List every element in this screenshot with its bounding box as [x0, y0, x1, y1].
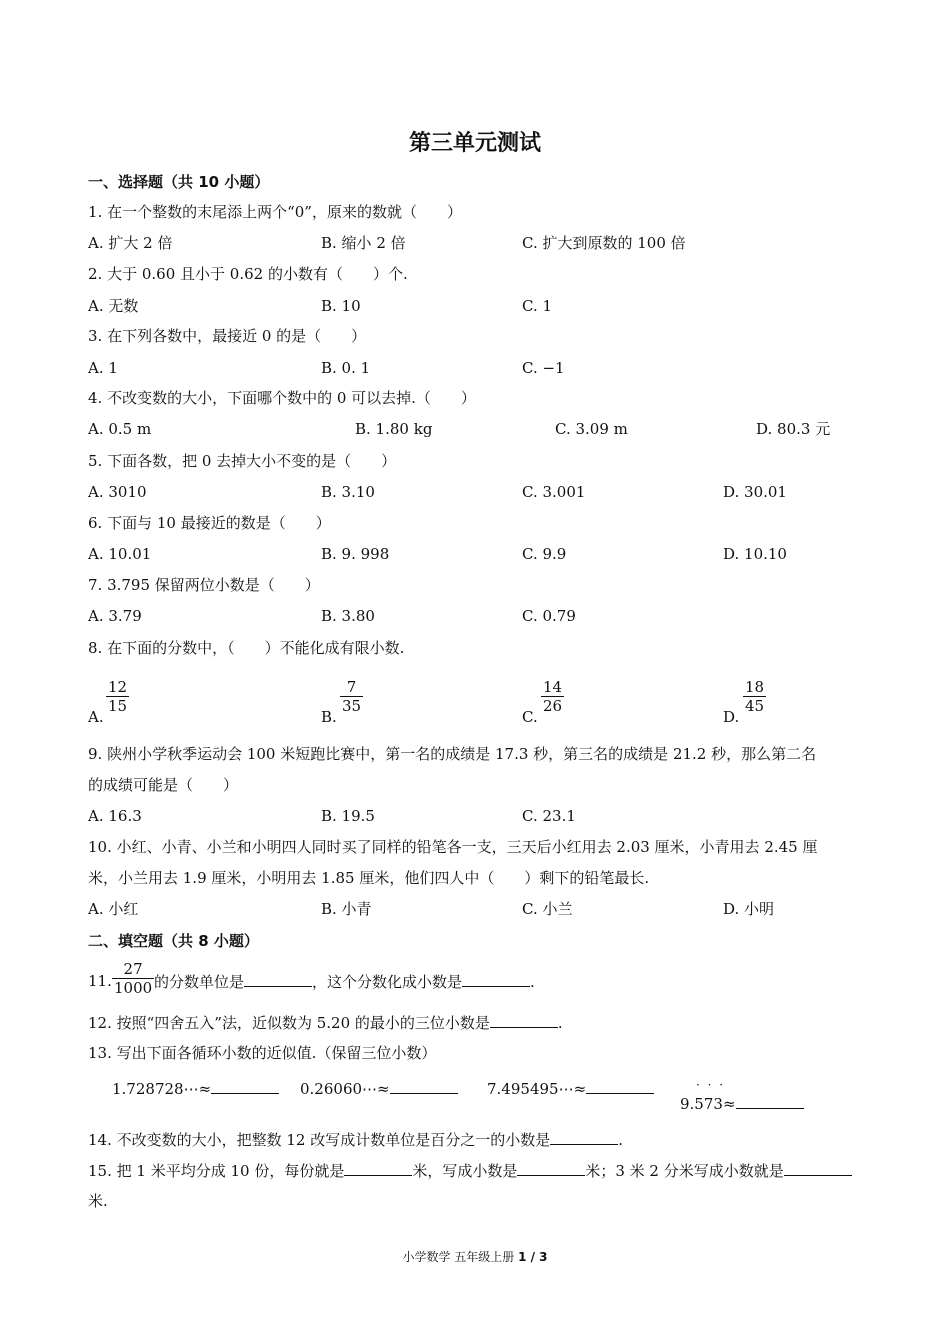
fraction-8b — [340, 678, 363, 715]
page-number: 1 / 3 — [518, 1250, 548, 1264]
option-6c: C. 9.9 — [522, 545, 567, 563]
q13-item-text: 7.495495⋯≈ — [487, 1080, 587, 1098]
q13-item-text: 0.26060⋯≈ — [300, 1080, 390, 1098]
option-9b: B. 19.5 — [321, 807, 375, 825]
q11-text-a: 的分数单位是 — [154, 973, 245, 991]
option-10b: B. 小青 — [321, 900, 372, 918]
q12-text-a: 12. 按照“四舍五入”法，近似数为 5.20 的最小的三位小数是 — [88, 1014, 490, 1032]
option-6a: A. 10.01 — [88, 545, 152, 563]
q13-item-1 — [112, 1078, 279, 1099]
option-6b: B. 9. 998 — [321, 545, 390, 563]
answer-blank[interactable] — [462, 971, 530, 987]
q14-text-b: . — [618, 1131, 624, 1149]
fraction-numerator: 14 — [543, 678, 563, 696]
option-3c: C. −1 — [522, 359, 565, 377]
option-5a: A. 3010 — [88, 483, 147, 501]
answer-blank[interactable] — [490, 1012, 558, 1028]
fraction-11 — [112, 960, 154, 997]
question-9-line1: 9. 陕州小学秋季运动会 100 米短跑比赛中，第一名的成绩是 17.3 秒，第三名的成绩是 21.2 秒，那么第二名 — [88, 745, 817, 763]
question-6: 6. 下面与 10 最接近的数是（ ） — [88, 514, 331, 532]
page-title: 第三单元测试 — [408, 131, 541, 156]
question-4: 4. 不改变数的大小，下面哪个数中的 0 可以去掉.（ ） — [88, 389, 476, 407]
q13-item-text: 1.728728⋯≈ — [112, 1080, 212, 1098]
fraction-8c — [541, 678, 564, 715]
fraction-denominator: 45 — [745, 697, 765, 715]
option-2b: B. 10 — [321, 297, 361, 315]
q13-item-3 — [487, 1078, 654, 1099]
option-1b: B. 缩小 2 倍 — [321, 234, 406, 252]
page-footer — [0, 1248, 950, 1265]
question-5: 5. 下面各数，把 0 去掉大小不变的是（ ） — [88, 452, 397, 470]
question-9-line2: 的成绩可能是（ ） — [88, 776, 239, 794]
option-7c: C. 0.79 — [522, 607, 576, 625]
question-12 — [88, 1012, 563, 1033]
option-8b: B. — [321, 708, 337, 726]
answer-blank[interactable] — [211, 1078, 279, 1094]
fraction-denominator: 35 — [342, 697, 362, 715]
question-15-line2: 米. — [88, 1192, 108, 1210]
question-1: 1. 在一个整数的末尾添上两个“0”，原来的数就（ ） — [88, 203, 462, 221]
option-4a: A. 0.5 m — [88, 420, 152, 438]
option-8a: A. — [88, 708, 104, 726]
option-10c: C. 小兰 — [522, 900, 573, 918]
question-10-line2: 米，小兰用去 1.9 厘米，小明用去 1.85 厘米，他们四人中（ ）剩下的铅笔最长. — [88, 869, 650, 887]
q13-item-4 — [680, 1093, 804, 1114]
q13-item-2 — [300, 1078, 458, 1099]
fraction-denominator: 1000 — [114, 979, 153, 997]
fraction-numerator: 18 — [745, 678, 765, 696]
q14-text-a: 14. 不改变数的大小，把整数 12 改写成计数单位是百分之一的小数是 — [88, 1131, 551, 1149]
answer-blank[interactable] — [344, 1160, 412, 1176]
option-10d: D. 小明 — [723, 900, 775, 918]
option-3b: B. 0. 1 — [321, 359, 371, 377]
option-4c: C. 3.09 m — [555, 420, 628, 438]
answer-blank[interactable] — [244, 971, 312, 987]
question-14 — [88, 1129, 623, 1150]
question-8: 8. 在下面的分数中，（ ）不能化成有限小数. — [88, 639, 405, 657]
question-7: 7. 3.795 保留两位小数是（ ） — [88, 576, 320, 594]
fraction-numerator: 7 — [346, 678, 357, 696]
fraction-numerator: 12 — [108, 678, 128, 696]
question-11-text — [154, 971, 535, 992]
section-heading-fill: 二、填空题（共 8 小题） — [88, 932, 259, 950]
option-5b: B. 3.10 — [321, 483, 375, 501]
option-9a: A. 16.3 — [88, 807, 142, 825]
answer-blank[interactable] — [390, 1078, 458, 1094]
option-5c: C. 3.001 — [522, 483, 586, 501]
option-5d: D. 30.01 — [723, 483, 787, 501]
question-11-label: 11. — [88, 972, 112, 990]
option-8c: C. — [522, 708, 538, 726]
repeating-dots: · · · — [696, 1078, 726, 1092]
answer-blank[interactable] — [550, 1129, 618, 1145]
option-1a: A. 扩大 2 倍 — [88, 234, 173, 252]
fraction-8a — [106, 678, 129, 715]
answer-blank[interactable] — [517, 1160, 585, 1176]
option-7a: A. 3.79 — [88, 607, 142, 625]
option-10a: A. 小红 — [88, 900, 139, 918]
answer-blank[interactable] — [736, 1093, 804, 1109]
q11-text-b: ，这个分数化成小数是 — [312, 973, 463, 991]
footer-text: 小学数学 五年级上册 — [402, 1250, 519, 1264]
option-9c: C. 23.1 — [522, 807, 576, 825]
option-3a: A. 1 — [88, 359, 118, 377]
question-10-line1: 10. 小红、小青、小兰和小明四人同时买了同样的铅笔各一支，三天后小红用去 2.03 厘米，小青用去 2.45 厘 — [88, 838, 818, 856]
question-13: 13. 写出下面各循环小数的近似值.（保留三位小数） — [88, 1044, 437, 1062]
q15-text-c: 米；3 米 2 分米写成小数就是 — [585, 1162, 784, 1180]
fraction-8d — [743, 678, 766, 715]
option-2c: C. 1 — [522, 297, 553, 315]
q11-text-c: . — [530, 973, 535, 991]
q13-item-text: 9.573≈ — [680, 1095, 736, 1113]
option-7b: B. 3.80 — [321, 607, 375, 625]
option-6d: D. 10.10 — [723, 545, 787, 563]
question-3: 3. 在下列各数中，最接近 0 的是（ ） — [88, 327, 367, 345]
fraction-denominator: 15 — [108, 697, 128, 715]
q15-text-b: 米，写成小数是 — [412, 1162, 518, 1180]
section-heading-choice: 一、选择题（共 10 小题） — [88, 173, 270, 191]
fraction-denominator: 26 — [543, 697, 563, 715]
option-4b: B. 1.80 kg — [355, 420, 433, 438]
question-2: 2. 大于 0.60 且小于 0.62 的小数有（ ）个. — [88, 265, 408, 283]
answer-blank[interactable] — [784, 1160, 852, 1176]
fraction-numerator: 27 — [123, 960, 143, 978]
option-8d: D. — [723, 708, 740, 726]
answer-blank[interactable] — [586, 1078, 654, 1094]
q12-text-b: . — [557, 1014, 563, 1032]
option-2a: A. 无数 — [88, 297, 139, 315]
option-1c: C. 扩大到原数的 100 倍 — [522, 234, 686, 252]
q15-text-a: 15. 把 1 米平均分成 10 份，每份就是 — [88, 1162, 345, 1180]
question-15 — [88, 1160, 852, 1181]
option-4d: D. 80.3 元 — [756, 420, 831, 438]
